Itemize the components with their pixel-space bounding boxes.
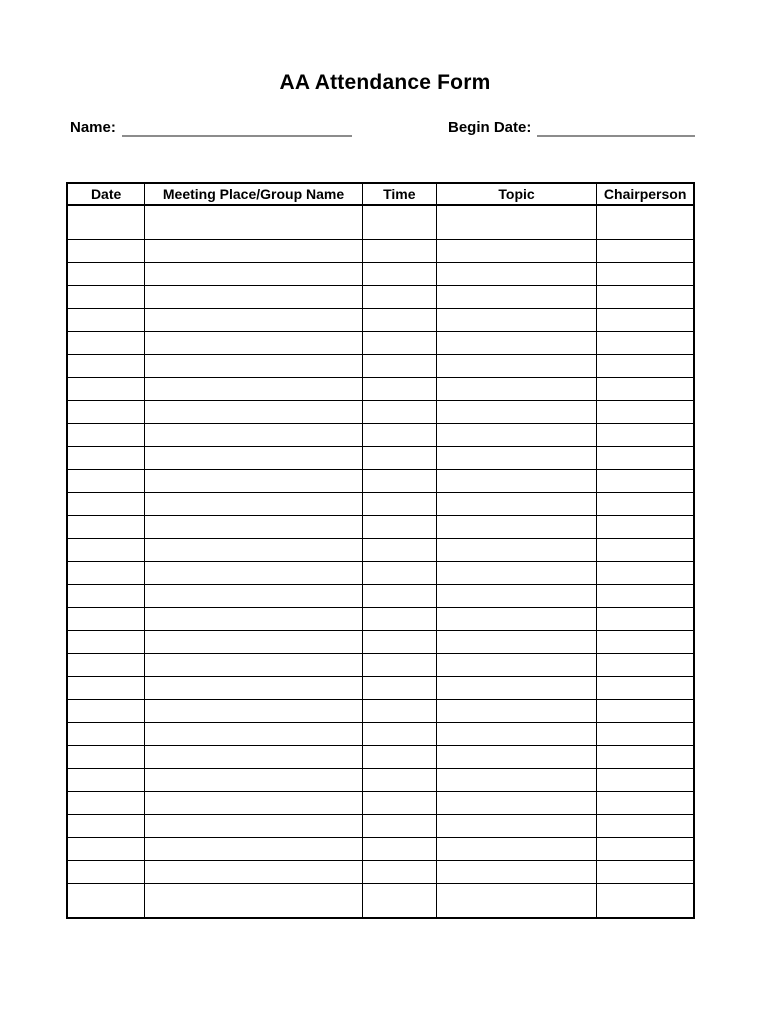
table-cell[interactable] — [436, 286, 597, 309]
table-row — [67, 205, 694, 240]
table-cell[interactable] — [436, 401, 597, 424]
table-cell[interactable] — [597, 884, 694, 919]
table-row — [67, 654, 694, 677]
table-row — [67, 447, 694, 470]
table-cell[interactable] — [67, 562, 145, 585]
table-row — [67, 493, 694, 516]
table-cell[interactable] — [67, 263, 145, 286]
table-cell[interactable] — [597, 585, 694, 608]
table-cell[interactable] — [67, 792, 145, 815]
table-cell[interactable] — [362, 286, 436, 309]
table-cell[interactable] — [436, 516, 597, 539]
table-cell[interactable] — [597, 746, 694, 769]
table-cell[interactable] — [436, 815, 597, 838]
table-cell[interactable] — [436, 700, 597, 723]
table-cell[interactable] — [597, 447, 694, 470]
table-cell[interactable] — [67, 332, 145, 355]
table-cell[interactable] — [362, 309, 436, 332]
table-cell[interactable] — [67, 677, 145, 700]
table-cell[interactable] — [145, 493, 363, 516]
table-row — [67, 861, 694, 884]
table-cell[interactable] — [67, 401, 145, 424]
table-cell[interactable] — [436, 470, 597, 493]
table-cell[interactable] — [362, 562, 436, 585]
table-cell[interactable] — [597, 332, 694, 355]
table-cell[interactable] — [362, 378, 436, 401]
table-cell[interactable] — [597, 700, 694, 723]
table-cell[interactable] — [67, 447, 145, 470]
table-cell[interactable] — [67, 493, 145, 516]
table-cell[interactable] — [145, 746, 363, 769]
table-cell[interactable] — [145, 401, 363, 424]
table-cell[interactable] — [436, 585, 597, 608]
table-cell[interactable] — [362, 861, 436, 884]
table-cell[interactable] — [145, 884, 363, 919]
table-row — [67, 562, 694, 585]
table-row — [67, 608, 694, 631]
table-cell[interactable] — [362, 332, 436, 355]
table-cell[interactable] — [362, 493, 436, 516]
table-cell[interactable] — [436, 309, 597, 332]
table-cell[interactable] — [362, 815, 436, 838]
table-cell[interactable] — [362, 539, 436, 562]
table-cell[interactable] — [436, 838, 597, 861]
table-cell[interactable] — [436, 562, 597, 585]
table-cell[interactable] — [597, 677, 694, 700]
table-row — [67, 263, 694, 286]
table-cell[interactable] — [362, 838, 436, 861]
table-cell[interactable] — [67, 286, 145, 309]
table-cell[interactable] — [597, 539, 694, 562]
table-header-row — [67, 183, 694, 205]
table-cell[interactable] — [436, 608, 597, 631]
table-cell[interactable] — [597, 286, 694, 309]
table-cell[interactable] — [436, 539, 597, 562]
table-row — [67, 677, 694, 700]
table-row — [67, 723, 694, 746]
table-cell[interactable] — [597, 654, 694, 677]
table-cell[interactable] — [597, 355, 694, 378]
table-row — [67, 470, 694, 493]
table-cell[interactable] — [67, 861, 145, 884]
table-cell[interactable] — [436, 884, 597, 919]
table-cell[interactable] — [436, 493, 597, 516]
table-cell[interactable] — [597, 792, 694, 815]
table-cell[interactable] — [362, 677, 436, 700]
table-cell[interactable] — [145, 700, 363, 723]
table-cell[interactable] — [145, 838, 363, 861]
table-cell[interactable] — [362, 631, 436, 654]
table-cell[interactable] — [436, 769, 597, 792]
begin-date-label: Begin Date: — [448, 119, 532, 136]
table-row — [67, 631, 694, 654]
table-cell[interactable] — [145, 585, 363, 608]
table-cell[interactable] — [362, 746, 436, 769]
table-cell[interactable] — [145, 562, 363, 585]
table-cell[interactable] — [67, 700, 145, 723]
table-cell[interactable] — [362, 470, 436, 493]
table-cell[interactable] — [145, 263, 363, 286]
page-title: AA Attendance Form — [279, 71, 491, 94]
table-cell[interactable] — [145, 332, 363, 355]
table-cell[interactable] — [362, 769, 436, 792]
table-cell[interactable] — [362, 700, 436, 723]
table-cell[interactable] — [362, 263, 436, 286]
table-cell[interactable] — [362, 516, 436, 539]
table-cell[interactable] — [362, 401, 436, 424]
table-cell[interactable] — [436, 792, 597, 815]
name-input-line[interactable] — [122, 119, 352, 137]
table-cell[interactable] — [436, 861, 597, 884]
table-cell[interactable] — [145, 723, 363, 746]
table-cell[interactable] — [145, 861, 363, 884]
column-header-date: Date — [67, 183, 145, 205]
table-row — [67, 424, 694, 447]
table-cell[interactable] — [145, 309, 363, 332]
table-cell[interactable] — [145, 424, 363, 447]
table-cell[interactable] — [362, 240, 436, 263]
table-cell[interactable] — [597, 240, 694, 263]
column-header-time: Time — [362, 183, 436, 205]
table-row — [67, 838, 694, 861]
table-cell[interactable] — [436, 447, 597, 470]
column-header-topic: Topic — [436, 183, 597, 205]
table-cell[interactable] — [362, 884, 436, 919]
table-cell[interactable] — [597, 608, 694, 631]
table-cell[interactable] — [362, 723, 436, 746]
table-cell[interactable] — [145, 355, 363, 378]
table-cell[interactable] — [67, 884, 145, 919]
table-cell[interactable] — [145, 447, 363, 470]
table-cell[interactable] — [436, 205, 597, 240]
table-cell[interactable] — [67, 815, 145, 838]
table-cell[interactable] — [436, 378, 597, 401]
table-row — [67, 378, 694, 401]
table-cell[interactable] — [145, 240, 363, 263]
table-row — [67, 309, 694, 332]
table-cell[interactable] — [436, 240, 597, 263]
table-cell[interactable] — [67, 205, 145, 240]
table-cell[interactable] — [436, 654, 597, 677]
table-cell[interactable] — [362, 608, 436, 631]
table-row — [67, 332, 694, 355]
name-label: Name: — [70, 119, 116, 136]
table-cell[interactable] — [597, 401, 694, 424]
table-cell[interactable] — [67, 309, 145, 332]
table-row — [67, 769, 694, 792]
table-row — [67, 401, 694, 424]
table-cell[interactable] — [145, 378, 363, 401]
table-cell[interactable] — [597, 263, 694, 286]
table-row — [67, 240, 694, 263]
table-cell[interactable] — [597, 378, 694, 401]
table-cell[interactable] — [436, 424, 597, 447]
table-cell[interactable] — [597, 493, 694, 516]
table-cell[interactable] — [145, 769, 363, 792]
table-cell[interactable] — [436, 332, 597, 355]
table-row — [67, 700, 694, 723]
table-cell[interactable] — [67, 723, 145, 746]
table-cell[interactable] — [362, 654, 436, 677]
column-header-meeting-place-group-name: Meeting Place/Group Name — [145, 183, 363, 205]
column-header-chairperson: Chairperson — [597, 183, 694, 205]
table-cell[interactable] — [436, 723, 597, 746]
table-cell[interactable] — [597, 424, 694, 447]
table-cell[interactable] — [436, 631, 597, 654]
table-cell[interactable] — [145, 286, 363, 309]
table-cell[interactable] — [597, 723, 694, 746]
table-cell[interactable] — [362, 424, 436, 447]
table-cell[interactable] — [597, 769, 694, 792]
table-cell[interactable] — [67, 539, 145, 562]
table-cell[interactable] — [145, 792, 363, 815]
attendance-table — [66, 182, 695, 919]
table-row — [67, 746, 694, 769]
table-cell[interactable] — [145, 654, 363, 677]
table-cell[interactable] — [67, 424, 145, 447]
table-cell[interactable] — [436, 746, 597, 769]
table-cell[interactable] — [67, 654, 145, 677]
table-cell[interactable] — [597, 516, 694, 539]
attendance-table-container — [66, 182, 695, 919]
table-row — [67, 355, 694, 378]
table-cell[interactable] — [67, 608, 145, 631]
table-row — [67, 792, 694, 815]
table-cell[interactable] — [362, 205, 436, 240]
table-cell[interactable] — [145, 205, 363, 240]
table-cell[interactable] — [362, 447, 436, 470]
table-cell[interactable] — [67, 769, 145, 792]
table-cell[interactable] — [436, 677, 597, 700]
table-cell[interactable] — [145, 516, 363, 539]
table-cell[interactable] — [145, 539, 363, 562]
table-cell[interactable] — [67, 240, 145, 263]
table-cell[interactable] — [362, 792, 436, 815]
table-row — [67, 815, 694, 838]
table-cell[interactable] — [67, 378, 145, 401]
table-cell[interactable] — [597, 861, 694, 884]
table-cell[interactable] — [145, 815, 363, 838]
table-cell[interactable] — [597, 838, 694, 861]
table-row — [67, 286, 694, 309]
table-cell[interactable] — [67, 838, 145, 861]
table-cell[interactable] — [597, 309, 694, 332]
table-cell[interactable] — [436, 355, 597, 378]
table-row — [67, 884, 694, 919]
table-cell[interactable] — [145, 470, 363, 493]
table-cell[interactable] — [145, 677, 363, 700]
begin-date-input-line[interactable] — [537, 119, 695, 137]
table-cell[interactable] — [145, 631, 363, 654]
table-cell[interactable] — [67, 631, 145, 654]
table-cell[interactable] — [362, 355, 436, 378]
table-cell[interactable] — [145, 608, 363, 631]
table-cell[interactable] — [597, 815, 694, 838]
name-field — [70, 118, 352, 137]
table-cell[interactable] — [67, 470, 145, 493]
table-row — [67, 585, 694, 608]
table-row — [67, 516, 694, 539]
begin-date-field — [448, 118, 695, 137]
table-cell[interactable] — [67, 516, 145, 539]
table-cell[interactable] — [67, 355, 145, 378]
table-cell[interactable] — [67, 585, 145, 608]
table-cell[interactable] — [436, 263, 597, 286]
table-cell[interactable] — [597, 631, 694, 654]
table-cell[interactable] — [597, 562, 694, 585]
table-cell[interactable] — [597, 205, 694, 240]
table-cell[interactable] — [67, 746, 145, 769]
table-body — [67, 205, 694, 918]
table-cell[interactable] — [362, 585, 436, 608]
table-row — [67, 539, 694, 562]
table-cell[interactable] — [597, 470, 694, 493]
